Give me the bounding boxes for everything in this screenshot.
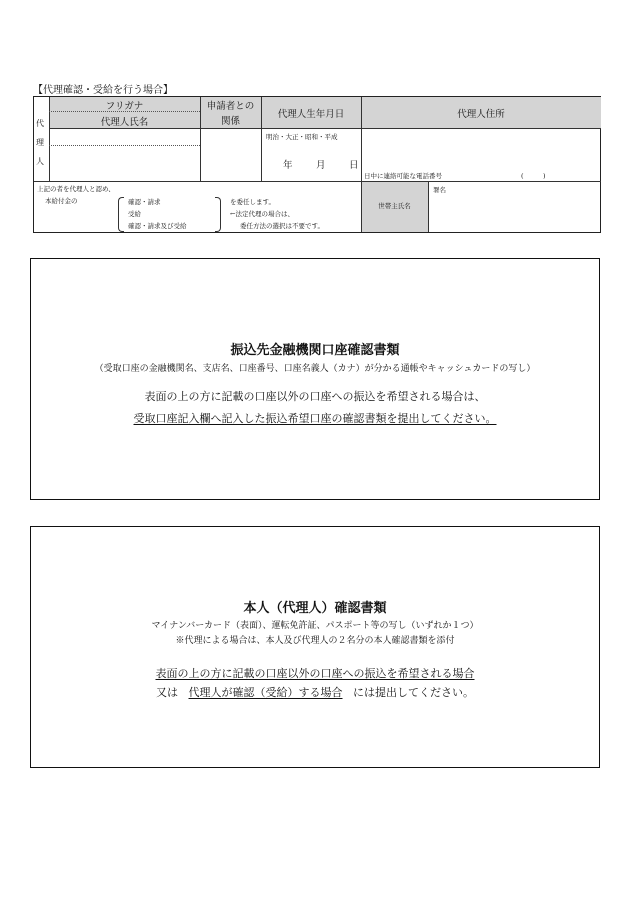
left-bracket [118, 197, 124, 232]
furigana-input-area[interactable] [50, 129, 200, 145]
identity-document-box [30, 526, 600, 768]
header-proxy-name: 代理人氏名 [100, 117, 149, 128]
option-receive[interactable]: 受給 [128, 210, 141, 218]
id-doc-line2-prefix: 又は [156, 686, 178, 699]
signature-input-area[interactable] [429, 195, 601, 232]
header-relation-line1: 申請者との [206, 101, 255, 112]
bank-doc-title: 振込先金融機関口座確認書類 [230, 343, 400, 358]
side-label-char-1: 代 [36, 119, 44, 128]
delegate-text: を委任します。 [230, 198, 275, 206]
header-birthdate: 代理人生年月日 [277, 109, 345, 120]
option-confirm-and-receive[interactable]: 確認・請求及び受給 [128, 222, 187, 230]
header-address: 代理人住所 [457, 109, 505, 120]
id-doc-line2-suffix: には提出してください。 [353, 686, 474, 699]
bank-doc-line2: 受取口座記入欄へ記入した振込希望口座の確認書類を提出してください。 [133, 412, 497, 425]
year-label: 年 [283, 160, 293, 171]
householder-label: 世帯主氏名 [378, 202, 411, 210]
legal-note-line2: 委任方法の選択は不要です。 [240, 222, 324, 230]
phone-label: 日中に連絡可能な電話番号 [364, 172, 442, 180]
section-title: 【代理確認・受給を行う場合】 [33, 85, 173, 96]
signature-label: 署名 [433, 186, 446, 194]
id-doc-title: 本人（代理人）確認書類 [243, 601, 387, 616]
delegation-line2: 本給付金の [45, 197, 78, 205]
proxy-name-input-area[interactable] [50, 146, 200, 181]
id-doc-line1: 表面の上の方に記載の口座以外の口座への振込を希望される場合 [155, 667, 475, 680]
header-furigana: フリガナ [105, 101, 144, 112]
proxy-form [33, 96, 601, 233]
side-label-char-2: 理 [36, 138, 44, 147]
right-bracket [215, 197, 221, 232]
era-options: 明治・大正・昭和・平成 [266, 133, 338, 141]
phone-parens: ( ) [521, 172, 546, 180]
legal-note-line1: ←法定代理の場合は、 [230, 210, 294, 218]
month-label: 月 [316, 160, 326, 171]
bank-doc-subtitle: （受取口座の金融機関名、支店名、口座番号、口座名義人（カナ）が分かる通帳やキャッシュカードの写し） [94, 364, 536, 374]
day-label: 日 [349, 160, 359, 171]
relation-input-area[interactable] [201, 129, 261, 181]
option-confirm-request[interactable]: 確認・請求 [128, 198, 161, 206]
bank-doc-line1: 表面の上の方に記載の口座以外の口座への振込を希望される場合は、 [144, 390, 486, 403]
id-doc-subtitle1: マイナンバーカード（表面）、運転免許証、パスポート等の写し（いずれか１つ） [151, 621, 479, 631]
id-doc-subtitle2: ※代理による場合は、本人及び代理人の２名分の本人確認書類を添付 [175, 636, 455, 646]
header-relation-line2: 関係 [220, 116, 240, 127]
side-label-char-3: 人 [36, 157, 44, 166]
bank-account-document-box [30, 258, 600, 500]
address-input-area[interactable] [362, 129, 601, 169]
id-doc-line2-underlined: 代理人が確認（受給）する場合 [188, 686, 343, 699]
delegation-line1: 上記の者を代理人と認め、 [37, 185, 115, 193]
